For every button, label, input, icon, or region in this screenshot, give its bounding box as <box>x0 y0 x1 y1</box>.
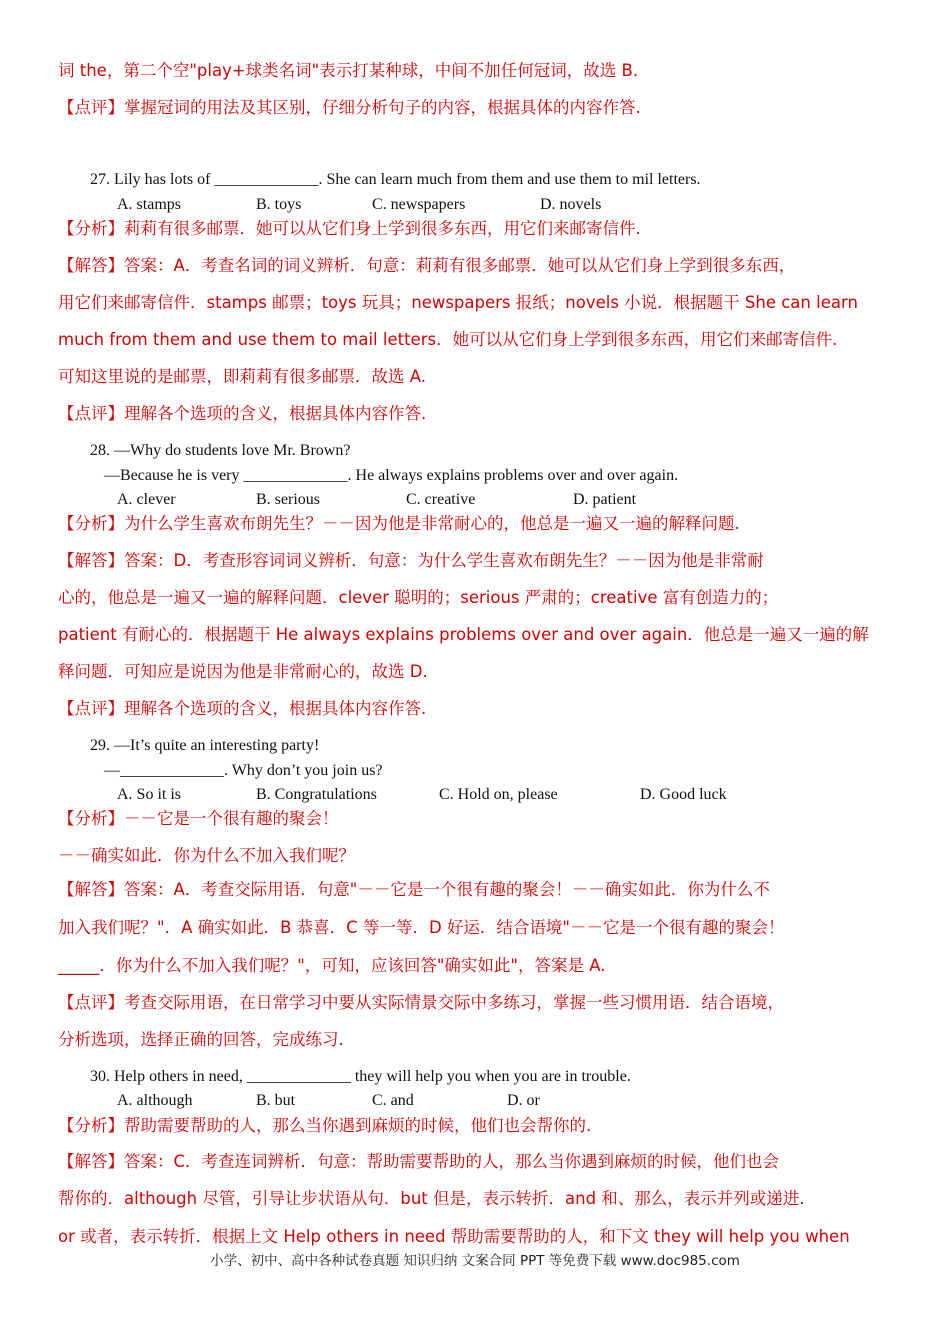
question-29-comment-line: 分析选项，选择正确的回答，完成练习. <box>58 1030 344 1049</box>
question-29-option-d: D. Good luck <box>640 786 727 803</box>
question-27-option-d: D. novels <box>540 196 602 213</box>
question-27-analysis: 【分析】莉莉有很多邮票．她可以从它们身上学到很多东西，用它们来邮寄信件. <box>58 219 641 238</box>
question-28-answer-line: 心的，他总是一遍又一遍的解释问题．clever 聪明的；serious 严肃的；creative 富有创造力的； <box>58 588 779 607</box>
question-30-stem: 30. Help others in need, _____________ they will help you when you are in trouble. <box>90 1068 631 1085</box>
question-28-option-b: B. serious <box>256 491 320 508</box>
question-29-answer-line: _____．你为什么不加入我们呢？"，可知，应该回答"确实如此"，答案是 A. <box>58 956 606 975</box>
question-30-option-a: A. although <box>117 1092 193 1109</box>
question-28-analysis: 【分析】为什么学生喜欢布朗先生？－－因为他是非常耐心的，他总是一遍又一遍的解释问题. <box>58 514 740 533</box>
question-28-option-c: C. creative <box>406 491 476 508</box>
question-28-option-a: A. clever <box>117 491 176 508</box>
question-29-stem: 29. —It’s quite an interesting party! <box>90 737 320 754</box>
question-29-answer-line: 【解答】答案：A．考查交际用语．句意"－－它是一个很有趣的聚会！－－确实如此．你为什么不 <box>58 880 770 899</box>
question-28-stem: 28. —Why do students love Mr. Brown? <box>90 442 351 459</box>
question-27-comment: 【点评】理解各个选项的含义，根据具体内容作答. <box>58 404 427 423</box>
question-30-option-b: B. but <box>256 1092 296 1109</box>
explanation-line: 词 the，第二个空"play+球类名词"表示打某种球，中间不加任何冠词，故选 B. <box>58 61 639 80</box>
question-27-option-c: C. newspapers <box>372 196 466 213</box>
question-29-option-b: B. Congratulations <box>256 786 377 803</box>
page-footer: 小学、初中、高中各种试卷真题 知识归纳 文案合同 PPT 等免费下载 www.doc985.com <box>210 1253 740 1269</box>
question-29-answer-line: 加入我们呢？"．A 确实如此．B 恭喜．C 等一等．D 好运．结合语境"－－它是一个很有趣的聚会！ <box>58 918 785 937</box>
question-28-comment: 【点评】理解各个选项的含义，根据具体内容作答. <box>58 699 427 718</box>
question-29-option-c: C. Hold on, please <box>439 786 558 803</box>
question-27-option-a: A. stamps <box>117 196 181 213</box>
question-28-answer-line: 【解答】答案：D．考查形容词词义辨析．句意：为什么学生喜欢布朗先生？－－因为他是非常耐 <box>58 551 764 570</box>
question-28-option-d: D. patient <box>573 491 637 508</box>
question-28-stem-reply: —Because he is very _____________. He always explains problems over and over again. <box>104 467 679 484</box>
question-29-analysis-line: 【分析】－－它是一个很有趣的聚会！ <box>58 809 339 828</box>
question-27-option-b: B. toys <box>256 196 302 213</box>
question-27-stem: 27. Lily has lots of _____________. She can learn much from them and use them to mil letters. <box>90 171 701 188</box>
question-29-option-a: A. So it is <box>117 786 182 803</box>
question-30-analysis: 【分析】帮助需要帮助的人，那么当你遇到麻烦的时候，他们也会帮你的. <box>58 1116 592 1135</box>
question-30-answer-line: or 或者，表示转折．根据上文 Help others in need 帮助需要帮助的人，和下文 they will help you when <box>58 1227 850 1246</box>
question-27-answer-line: much from them and use them to mail letters．她可以从它们身上学到很多东西，用它们来邮寄信件. <box>58 330 838 349</box>
question-29-analysis-line: －－确实如此．你为什么不加入我们呢？ <box>58 846 355 865</box>
question-29-stem-reply: —_____________. Why don’t you join us? <box>104 762 383 779</box>
question-27-answer-line: 可知这里说的是邮票，即莉莉有很多邮票．故选 A. <box>58 367 426 386</box>
question-28-answer-line: 释问题．可知应是说因为他是非常耐心的，故选 D. <box>58 662 428 681</box>
question-27-answer-line: 用它们来邮寄信件．stamps 邮票；toys 玩具；newspapers 报纸；novels 小说．根据题干 She can learn <box>58 293 858 312</box>
question-29-comment-line: 【点评】考查交际用语，在日常学习中要从实际情景交际中多练习，掌握一些习惯用语．结合语境， <box>58 993 784 1012</box>
question-30-answer-line: 【解答】答案：C．考查连词辨析．句意：帮助需要帮助的人，那么当你遇到麻烦的时候，他们也会 <box>58 1152 780 1171</box>
question-30-answer-line: 帮你的．although 尽管，引导让步状语从句．but 但是，表示转折．and 和、那么，表示并列或递进. <box>58 1189 805 1208</box>
question-30-option-d: D. or <box>507 1092 540 1109</box>
question-28-answer-line: patient 有耐心的．根据题干 He always explains problems over and over again．他总是一遍又一遍的解 <box>58 625 869 644</box>
question-30-option-c: C. and <box>372 1092 414 1109</box>
question-27-answer-line: 【解答】答案：A．考查名词的词义辨析．句意：莉莉有很多邮票．她可以从它们身上学到很多东西， <box>58 256 796 275</box>
comment-line: 【点评】掌握冠词的用法及其区别，仔细分析句子的内容，根据具体的内容作答. <box>58 98 641 117</box>
